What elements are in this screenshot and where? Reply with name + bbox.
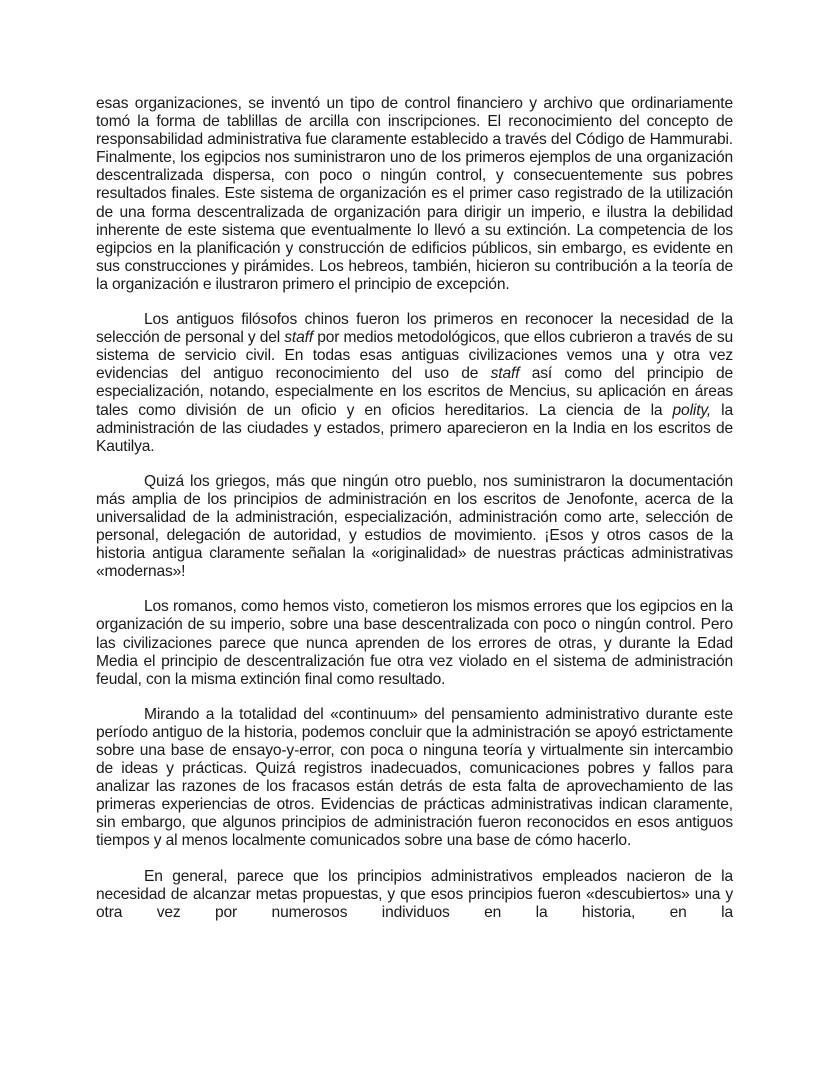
paragraph-text: esas organizaciones, se inventó un tipo de control financiero y archivo que ordinariamente tomó la forma de tablillas de arcilla con inscripciones. El reconocimiento del concepto de responsabilidad administrativa fue claramente establecido a través del Código de Hammurabi. Finalmente, los egipcios nos suministraron uno de los primeros ejemplos de una organización descentralizada dispersa, con poco o ningún control, y consecuentemente sus pobres resultados finales. Este sistema de organización es el primer caso registrado de la utilización de una forma descentralizada de organización para dirigir un imperio, e ilustra la debilidad inherente de este sistema que eventualmente lo llevó a su extinción. La competencia de los egipcios en la planificación y construcción de edificios públicos, sin embargo, es evidente en sus construcciones y pirámides. Los hebreos, también, hicieron su contribución a la teoría de la organización e ilustraron primero el principio de excepción. <box>96 95 733 293</box>
paragraph-general <box>96 868 733 922</box>
paragraph-text: En general, parece que los principios administrativos empleados nacieron de la necesidad de alcanzar metas propuestas, y que esos principios fueron «descubiertos» una y otra vez por numerosos individuos en la historia, en la <box>96 867 733 921</box>
paragraph-greeks <box>96 473 733 582</box>
paragraph-mesopotamia-egypt <box>96 95 733 294</box>
paragraph-romans <box>96 598 733 688</box>
italic-term-staff: staff <box>490 365 520 383</box>
italic-term-polity: polity, <box>672 401 712 419</box>
paragraph-continuum <box>96 706 733 851</box>
paragraph-text: Los romanos, como hemos visto, cometieron los mismos errores que los egipcios en la organización de su imperio, sobre una base descentralizada con poco o ningún control. Pero las civilizaciones parece que nunca aprenden de los errores de otras, y durante la Edad Media el principio de descentralización fue otra vez violado en el sistema de administración feudal, con la misma extinción final como resultado. <box>96 598 733 688</box>
paragraph-text: así como del principio de especialización, notando, especialmente en los escritos de Mencius, su aplicación en áreas tales como división de un oficio y en oficios hereditarios. La ciencia de la <box>96 365 733 419</box>
paragraph-text: por medios metodológicos, que ellos cubrieron a través de su sistema de servicio civil. En todas esas antiguas civilizaciones vemos una y otra vez evidencias del antiguo reconocimiento del uso de <box>96 329 733 383</box>
paragraph-text: la administración de las ciudades y estados, primero aparecieron en la India en los escritos de Kautilya. <box>96 401 733 455</box>
document-page <box>96 95 733 939</box>
italic-term-staff: staff <box>284 329 313 347</box>
paragraph-text: Quizá los griegos, más que ningún otro pueblo, nos suministraron la documentación más amplia de los principios de administración en los escritos de Jenofonte, acerca de la universalidad de la administración, especialización, administración como arte, selección de personal, delegación de autoridad, y estudios de movimiento. ¡Esos y otros casos de la historia antigua claramente señalan la «originalidad» de nuestras prácticas administrativas «modernas»! <box>96 472 733 581</box>
paragraph-text: Los antiguos filósofos chinos fueron los primeros en reconocer la necesidad de la selección de personal y del <box>96 311 733 347</box>
paragraph-chinese-philosophers <box>96 311 733 456</box>
paragraph-text: Mirando a la totalidad del «continuum» del pensamiento administrativo durante este período antiguo de la historia, podemos concluir que la administración se apoyó estrictamente sobre una base de ensayo-y-error, con poca o ninguna teoría y virtualmente sin intercambio de ideas y prácticas. Quizá registros inadecuados, comunicaciones pobres y fallos para analizar las razones de los fracasos están detrás de esta falta de aprovechamiento de las primeras experiencias de otros. Evidencias de prácticas administrativas indican claramente, sin embargo, que algunos principios de administración fueron reconocidos en esos antiguos tiempos y al menos localmente comunicados sobre una base de cómo hacerlo. <box>96 705 733 850</box>
